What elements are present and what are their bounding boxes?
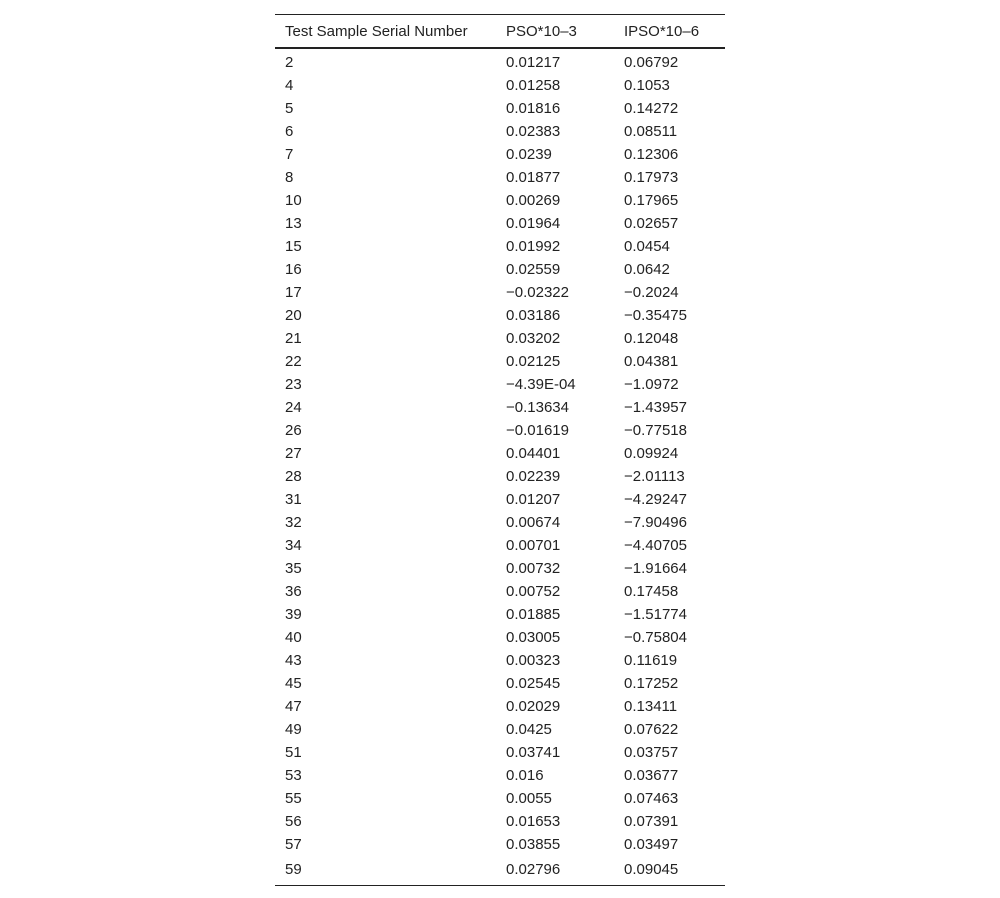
cell-pso: 0.00323 <box>506 652 561 669</box>
cell-pso: 0.00269 <box>506 192 561 209</box>
cell-ipso: 0.04381 <box>624 353 679 370</box>
table-body <box>275 48 725 886</box>
cell-ipso: 0.03497 <box>624 836 679 853</box>
cell-pso: 0.01653 <box>506 813 561 830</box>
table-row <box>275 603 725 626</box>
table-header <box>275 15 725 49</box>
table-row <box>275 626 725 649</box>
cell-pso: 0.0055 <box>506 790 552 807</box>
cell-pso: 0.01877 <box>506 169 561 186</box>
cell-ipso: 0.14272 <box>624 100 679 117</box>
table-row <box>275 856 725 886</box>
cell-serial-number: 35 <box>285 560 302 577</box>
cell-ipso: −0.35475 <box>624 307 687 324</box>
header-row <box>275 15 725 49</box>
table-row <box>275 304 725 327</box>
header-serial-number: Test Sample Serial Number <box>285 22 468 40</box>
cell-ipso: 0.17458 <box>624 583 679 600</box>
cell-serial-number: 56 <box>285 813 302 830</box>
cell-serial-number: 28 <box>285 468 302 485</box>
cell-serial-number: 23 <box>285 376 302 393</box>
table-row <box>275 74 725 97</box>
table-row <box>275 511 725 534</box>
cell-serial-number: 43 <box>285 652 302 669</box>
cell-pso: 0.02545 <box>506 675 561 692</box>
cell-pso: 0.02559 <box>506 261 561 278</box>
cell-ipso: 0.1053 <box>624 77 670 94</box>
cell-pso: 0.03005 <box>506 629 561 646</box>
cell-serial-number: 13 <box>285 215 302 232</box>
cell-serial-number: 22 <box>285 353 302 370</box>
cell-pso: 0.02796 <box>506 861 561 878</box>
table-row <box>275 120 725 143</box>
cell-ipso: −1.0972 <box>624 376 679 393</box>
cell-ipso: −0.77518 <box>624 422 687 439</box>
cell-ipso: −4.29247 <box>624 491 687 508</box>
header-ipso: IPSO*10–6 <box>624 22 700 40</box>
cell-serial-number: 36 <box>285 583 302 600</box>
table-row <box>275 327 725 350</box>
cell-pso: 0.01217 <box>506 54 561 71</box>
cell-serial-number: 31 <box>285 491 302 508</box>
cell-serial-number: 10 <box>285 192 302 209</box>
cell-serial-number: 6 <box>285 123 294 140</box>
cell-serial-number: 39 <box>285 606 302 623</box>
cell-serial-number: 24 <box>285 399 302 416</box>
table-row <box>275 557 725 580</box>
cell-pso: 0.00752 <box>506 583 561 600</box>
cell-ipso: −0.2024 <box>624 284 679 301</box>
cell-pso: 0.01816 <box>506 100 561 117</box>
table-row <box>275 396 725 419</box>
cell-serial-number: 55 <box>285 790 302 807</box>
table-row <box>275 534 725 557</box>
table-row <box>275 741 725 764</box>
table-row <box>275 350 725 373</box>
table-row <box>275 442 725 465</box>
cell-serial-number: 4 <box>285 77 294 94</box>
cell-ipso: 0.07463 <box>624 790 679 807</box>
cell-pso: 0.02239 <box>506 468 561 485</box>
table-row <box>275 166 725 189</box>
cell-ipso: 0.17973 <box>624 169 679 186</box>
cell-pso: −4.39E-04 <box>506 376 576 393</box>
cell-serial-number: 32 <box>285 514 302 531</box>
cell-ipso: 0.02657 <box>624 215 679 232</box>
cell-serial-number: 2 <box>285 54 294 71</box>
cell-pso: 0.0425 <box>506 721 552 738</box>
cell-serial-number: 27 <box>285 445 302 462</box>
cell-ipso: 0.07391 <box>624 813 679 830</box>
cell-serial-number: 51 <box>285 744 302 761</box>
header-pso: PSO*10–3 <box>506 22 577 40</box>
table-row <box>275 235 725 258</box>
cell-pso: 0.03741 <box>506 744 561 761</box>
cell-ipso: 0.17965 <box>624 192 679 209</box>
table-row <box>275 258 725 281</box>
cell-pso: 0.03186 <box>506 307 561 324</box>
table-row <box>275 48 725 74</box>
cell-serial-number: 15 <box>285 238 302 255</box>
table-row <box>275 580 725 603</box>
table-row <box>275 718 725 741</box>
cell-pso: 0.01992 <box>506 238 561 255</box>
cell-ipso: 0.03677 <box>624 767 679 784</box>
cell-serial-number: 20 <box>285 307 302 324</box>
table-row <box>275 695 725 718</box>
table-row <box>275 281 725 304</box>
cell-ipso: 0.13411 <box>624 698 678 715</box>
cell-ipso: −1.43957 <box>624 399 687 416</box>
cell-pso: −0.02322 <box>506 284 569 301</box>
cell-ipso: 0.07622 <box>624 721 679 738</box>
cell-ipso: 0.0454 <box>624 238 670 255</box>
cell-pso: 0.00732 <box>506 560 561 577</box>
cell-ipso: 0.06792 <box>624 54 679 71</box>
cell-pso: 0.00674 <box>506 514 561 531</box>
table-row <box>275 764 725 787</box>
cell-ipso: −4.40705 <box>624 537 687 554</box>
results-table <box>275 14 725 886</box>
table-row <box>275 649 725 672</box>
cell-pso: 0.02125 <box>506 353 561 370</box>
cell-serial-number: 8 <box>285 169 294 186</box>
cell-ipso: 0.09924 <box>624 445 679 462</box>
cell-pso: 0.01207 <box>506 491 561 508</box>
cell-serial-number: 59 <box>285 861 302 878</box>
cell-ipso: 0.0642 <box>624 261 670 278</box>
results-table-container <box>275 14 725 886</box>
cell-serial-number: 57 <box>285 836 302 853</box>
cell-ipso: −7.90496 <box>624 514 687 531</box>
cell-serial-number: 21 <box>285 330 302 347</box>
cell-pso: 0.04401 <box>506 445 561 462</box>
cell-pso: 0.0239 <box>506 146 552 163</box>
cell-pso: 0.01885 <box>506 606 561 623</box>
cell-pso: −0.01619 <box>506 422 569 439</box>
cell-serial-number: 7 <box>285 146 294 163</box>
cell-ipso: −0.75804 <box>624 629 687 646</box>
cell-ipso: 0.12048 <box>624 330 679 347</box>
cell-pso: 0.01964 <box>506 215 561 232</box>
table-row <box>275 488 725 511</box>
table-row <box>275 373 725 396</box>
table-row <box>275 672 725 695</box>
cell-serial-number: 53 <box>285 767 302 784</box>
table-row <box>275 97 725 120</box>
cell-ipso: 0.11619 <box>624 652 678 669</box>
cell-ipso: 0.17252 <box>624 675 679 692</box>
cell-pso: 0.03202 <box>506 330 561 347</box>
table-row <box>275 833 725 856</box>
cell-serial-number: 49 <box>285 721 302 738</box>
cell-serial-number: 16 <box>285 261 302 278</box>
table-row <box>275 143 725 166</box>
cell-ipso: 0.03757 <box>624 744 679 761</box>
cell-ipso: 0.09045 <box>624 861 679 878</box>
cell-pso: 0.016 <box>506 767 544 784</box>
cell-pso: 0.01258 <box>506 77 561 94</box>
cell-ipso: 0.12306 <box>624 146 679 163</box>
table-row <box>275 189 725 212</box>
cell-ipso: −1.91664 <box>624 560 687 577</box>
cell-serial-number: 26 <box>285 422 302 439</box>
cell-serial-number: 34 <box>285 537 302 554</box>
cell-serial-number: 45 <box>285 675 302 692</box>
table-row <box>275 810 725 833</box>
cell-serial-number: 40 <box>285 629 302 646</box>
cell-pso: 0.00701 <box>506 537 561 554</box>
cell-ipso: 0.08511 <box>624 123 678 140</box>
cell-pso: 0.03855 <box>506 836 561 853</box>
cell-pso: 0.02029 <box>506 698 561 715</box>
cell-serial-number: 47 <box>285 698 302 715</box>
table-row <box>275 212 725 235</box>
cell-serial-number: 5 <box>285 100 294 117</box>
cell-pso: −0.13634 <box>506 399 569 416</box>
cell-serial-number: 17 <box>285 284 302 301</box>
table-row <box>275 419 725 442</box>
cell-pso: 0.02383 <box>506 123 561 140</box>
cell-ipso: −1.51774 <box>624 606 687 623</box>
table-row <box>275 787 725 810</box>
cell-ipso: −2.01113 <box>624 468 685 485</box>
table-row <box>275 465 725 488</box>
